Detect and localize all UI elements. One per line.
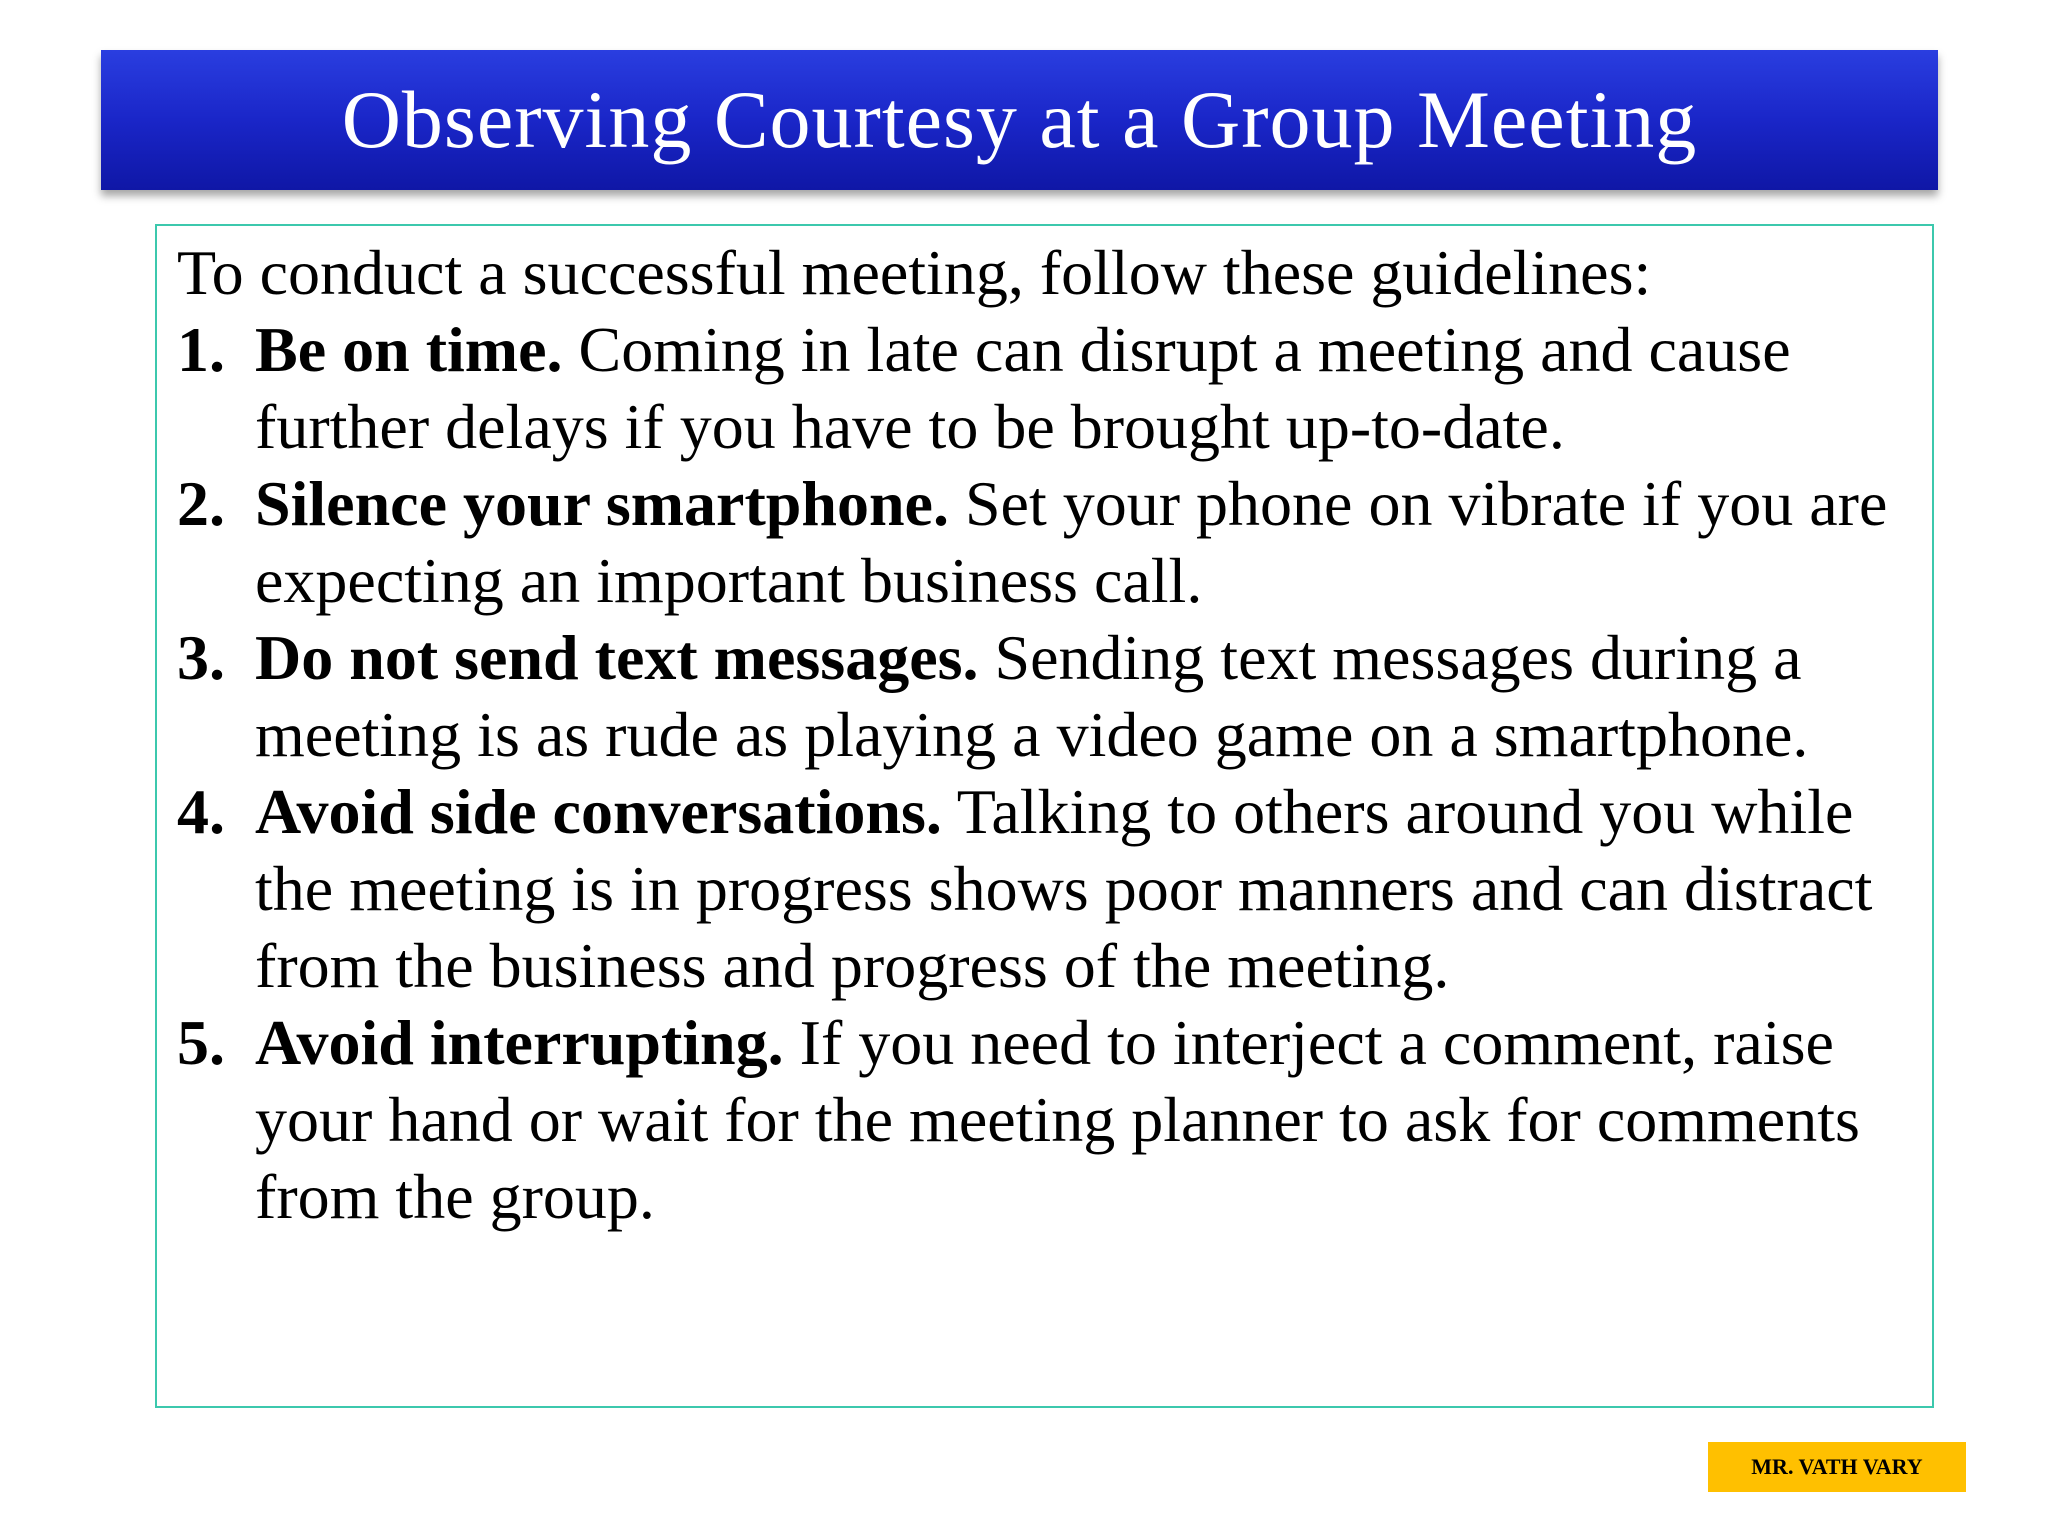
- guideline-heading: Avoid interrupting.: [255, 1007, 784, 1078]
- guideline-item: [177, 465, 1912, 619]
- guideline-text: If you need to interject a comment, raise your hand or wait for the meeting planner to ask for comments from the group.: [255, 1007, 1860, 1232]
- guideline-number: 4.: [177, 776, 225, 847]
- guideline-number: 5.: [177, 1007, 225, 1078]
- slide-title: Observing Courtesy at a Group Meeting: [341, 74, 1698, 165]
- guideline-text: Set your phone on vibrate if you are expecting an important business call.: [255, 468, 1888, 616]
- guideline-number: 3.: [177, 622, 225, 693]
- guidelines-list: [177, 311, 1912, 1235]
- guideline-text: Sending text messages during a meeting is as rude as playing a video game on a smartphone.: [255, 622, 1809, 770]
- guideline-heading: Silence your smartphone.: [255, 468, 949, 539]
- guideline-item: [177, 773, 1912, 1004]
- guideline-item: [177, 311, 1912, 465]
- author-badge: MR. VATH VARY: [1708, 1442, 1966, 1492]
- guideline-item: [177, 619, 1912, 773]
- title-banner: [101, 50, 1938, 190]
- guideline-text: Coming in late can disrupt a meeting and cause further delays if you have to be brought up-to-date.: [255, 314, 1791, 462]
- guideline-text: Talking to others around you while the meeting is in progress shows poor manners and can distract from the business and progress of the meeting.: [255, 776, 1873, 1001]
- guideline-heading: Avoid side conversations.: [255, 776, 942, 847]
- guideline-item: [177, 1004, 1912, 1235]
- guideline-number: 2.: [177, 468, 225, 539]
- guideline-heading: Be on time.: [255, 314, 563, 385]
- content-box: [155, 224, 1934, 1408]
- guideline-heading: Do not send text messages.: [255, 622, 979, 693]
- intro-text: To conduct a successful meeting, follow these guidelines:: [177, 237, 1652, 308]
- guideline-number: 1.: [177, 314, 225, 385]
